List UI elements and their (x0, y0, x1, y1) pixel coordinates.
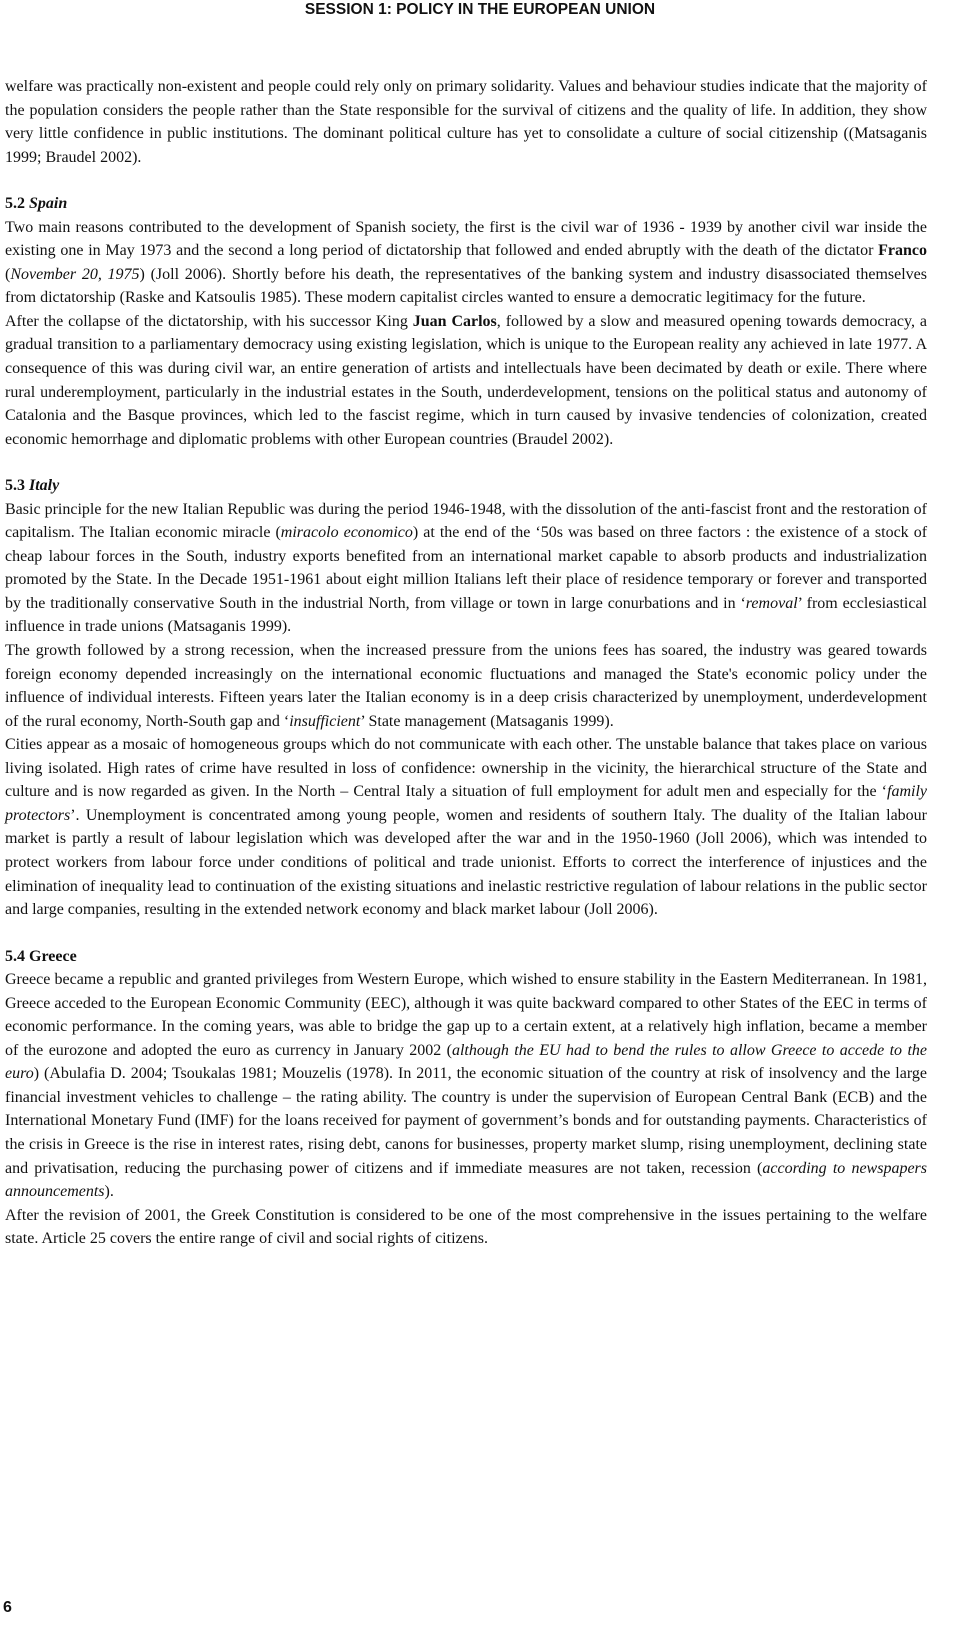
text-run: ’ from ecclesiastical influence in trade unions (Matsaganis 1999). (5, 594, 927, 636)
greece-paragraph-2: After the revision of 2001, the Greek Constitution is considered to be one of the most comprehensive in the issues pertaining to the welfare state. Article 25 covers the entire range of civil and social rights of citizens. (5, 1206, 927, 1248)
paragraph-spacer (5, 451, 927, 474)
text-run: ) at the end of the ‘50s was based on three factors : the existence of a stock of cheap labour forces in the South, industry exports benefited from an international market capable to absorb products and industrialization promoted by the State. In the Decade 1951-1961 about eight million Italians left their place of residence temporary or forever and transported by the traditionally conservative South in the industrial North, from village or town in large conurbations and in ‘ (5, 524, 928, 612)
text-run: ) (Joll 2006). Shortly before his death, the representatives of the banking system and industry disassociated themselves from dictatorship (Raske and Katsoulis 1985). These modern capitalist circles wanted to ensure a democratic legitimacy for the future. (5, 265, 927, 307)
italic-term: family protectors (5, 783, 927, 824)
spain-paragraph-2 (5, 310, 927, 451)
italic-aside: although the EU had to bend the rules to allow Greece to accede to the euro (5, 1041, 927, 1083)
body-text (5, 75, 927, 1251)
italic-aside: according to newspapers announcements (5, 1159, 928, 1201)
italy-paragraph-3 (5, 733, 927, 921)
page-number: 6 (3, 1599, 12, 1616)
paragraph-spacer (5, 922, 927, 945)
text-run: ). (104, 1183, 114, 1201)
section-number: 5.3 (5, 477, 25, 495)
paragraph-spacer (5, 169, 927, 192)
italic-date: November 20, 1975 (10, 265, 140, 283)
italy-paragraph-1 (5, 498, 927, 639)
text-run: , followed by a slow and measured opening towards democracy, a gradual transition to a parliamentary democracy using existing legislation, which is unique to the European reality any achieved in late 1977. A consequence of this was during civil war, an entire generation of artists and intellectuals have been decimated by death or exile. There where rural underemployment, particularly in the industrial estates in the South, underdevelopment, tensions on the political status and autonomy of Catalonia and the Basque provinces, which led to the fascist regime, which in turn caused by invasive tendencies of colonization, created economic hemorrhage and diplomatic problems with other European countries (Braudel 2002). (5, 312, 927, 448)
text-run: Two main reasons contributed to the development of Spanish society, the first is the civil war of 1936 - 1939 by another civil war inside the existing one in May 1973 and the second a long period of dictatorship that followed and ended abruptly with the death of the dictator (5, 218, 927, 260)
section-name: Spain (29, 195, 68, 213)
text-run: Basic principle for the new Italian Republic was during the period 1946-1948, with the dissolution of the anti-fascist front and the restoration of capitalism. The Italian economic miracle ( (5, 500, 927, 542)
section-heading-greece: 5.4 Greece (5, 947, 77, 965)
text-run: ( (5, 265, 11, 283)
section-name: Italy (29, 477, 60, 495)
text-run: ’. Unemployment is concentrated among young people, women and residents of southern Italy. The duality of the Italian labour market is partly a result of labour legislation which was developed after the war and in the 1950-1960 (Joll 2006), which was intended to protect workers from labour force under conditions of political and trade unionist. Efforts to correct the interference of injustices and the elimination of inequality lead to continuation of the existing situations and inelastic restrictive regulation of labour relations in the public sector and large companies, resulting in the extended network economy and black market labour (Joll 2006). (5, 806, 927, 919)
text-run: Greece became a republic and granted privileges from Western Europe, which wished to ensure stability in the Eastern Mediterranean. In 1981, Greece acceded to the European Economic Community (EEC), although it was quite backward compared to other States of the EEC in terms of economic performance. In the coming years, was able to bridge the gap up to a certain extent, at a relatively high inflation, became a member of the eurozone and adopted the euro as currency in January 2002 ( (5, 971, 927, 1059)
italic-term: removal (745, 594, 798, 612)
bold-name: Franco (878, 242, 927, 260)
running-header: SESSION 1: POLICY IN THE EUROPEAN UNION (304, 1, 656, 18)
section-heading-spain (5, 192, 927, 216)
bold-name: Juan Carlos (412, 312, 497, 330)
greece-paragraph-1 (5, 968, 927, 1203)
italy-paragraph-2 (5, 639, 927, 733)
text-run: The growth followed by a strong recession, when the increased pressure from the unions fees has soared, the industry was geared towards foreign economy depended increasingly on the international economic fluctuations and managed the State's economic policy under the influence of individual interests. Fifteen years later the Italian economy is in a deep crisis characterized by unemployment, underdevelopment of the rural economy, North-South gap and ‘ (5, 642, 927, 730)
section-number: 5.2 (5, 195, 25, 213)
text-run: Cities appear as a mosaic of homogeneous groups which do not communicate with each other. The unstable balance that takes place on various living isolated. High rates of crime have resulted in loss of confidence: ownership in the vicinity, the hierarchical structure of the State and culture and is now regarded as given. In the North – Central Italy a situation of full employment for adult men and especially for the ‘ (5, 736, 927, 801)
intro-paragraph: welfare was practically non-existent and people could rely only on primary solidarity. Values and behaviour studies indicate that the majority of the population considers the people rather than the State responsible for the survival of citizens and the quality of life. In addition, they show very little confidence in public institutions. The dominant political culture has yet to consolidate a culture of social citizenship ((Matsaganis 1999; Braudel 2002). (5, 78, 927, 166)
text-run: ’ State management (Matsaganis 1999). (360, 712, 614, 730)
italic-term: miracolo economico (280, 524, 413, 542)
spain-paragraph-1 (5, 216, 927, 310)
section-heading-italy (5, 474, 927, 498)
text-run: After the collapse of the dictatorship, with his successor King (5, 312, 413, 330)
italic-term: insufficient (289, 712, 361, 730)
text-run: ) (Abulafia D. 2004; Tsoukalas 1981; Mouzelis (1978). In 2011, the economic situation of the country at risk of insolvency and the large financial investment vehicles to challenge – the rating ability. The country is under the supervision of European Central Bank (ECB) and the International Monetary Fund (IMF) for the loans received for payment of government’s bonds and for outstanding payments. Characteristics of the crisis in Greece is the rise in interest rates, rising debt, canons for businesses, property market slump, rising unemployment, declining state and privatisation, reducing the purchasing power of citizens and if immediate measures are not taken, recession ( (5, 1065, 927, 1177)
